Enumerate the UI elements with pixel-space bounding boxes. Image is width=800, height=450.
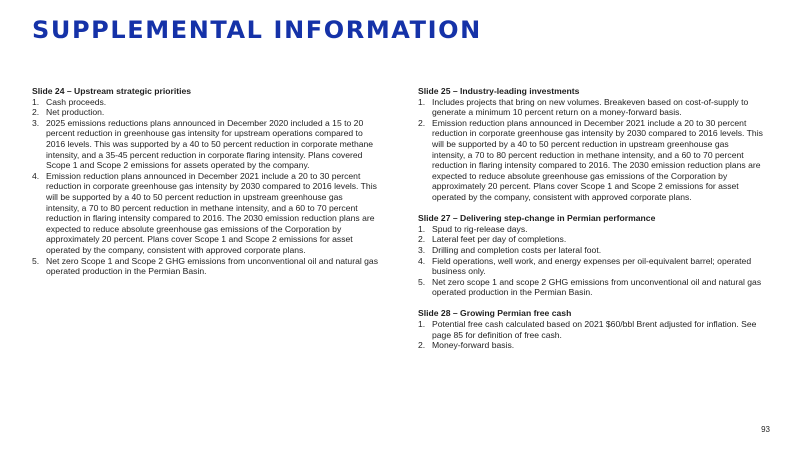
- numbered-list: [32, 97, 378, 277]
- section-heading: Slide 25 – Industry-leading investments: [418, 86, 580, 96]
- list-item-text: Lateral feet per day of completions.: [432, 234, 567, 245]
- list-item-number: 1.: [418, 223, 426, 234]
- list-item-number: 3.: [32, 117, 40, 128]
- list-item-text: 2025 emissions reductions plans announced in December 2020 included a 15 to 20 percent reduction in greenhouse gas intensity for upstream operations compared to 2016 levels. This was supported by a 40 to 50 percent reduction in corporate methane intensity, and a 35-45 percent reduction in corporate flaring intensity. Plans covered Scope 1 and Scope 2 emissions for assets operated by the company.: [46, 117, 374, 171]
- list-item-number: 2.: [418, 340, 426, 351]
- list-item-text: Net production.: [46, 107, 105, 118]
- right-column: [418, 86, 764, 361]
- notes-section: [418, 86, 764, 203]
- notes-section: [418, 213, 764, 298]
- numbered-list: [418, 224, 764, 298]
- list-item: [32, 118, 378, 171]
- list-item: [418, 245, 764, 256]
- section-heading: Slide 24 – Upstream strategic priorities: [32, 86, 192, 96]
- list-item-text: Net zero scope 1 and scope 2 GHG emissions from unconventional oil and natural gas operated production in the Permian Basin.: [432, 276, 762, 298]
- numbered-list: [418, 97, 764, 203]
- list-item: [32, 97, 378, 108]
- list-item-text: Drilling and completion costs per lateral foot.: [432, 244, 602, 255]
- page-number: 93: [761, 425, 770, 434]
- list-item-number: 1.: [418, 96, 426, 107]
- list-item-text: Field operations, well work, and energy expenses per oil-equivalent barrel; operated business only.: [432, 255, 752, 277]
- list-item-number: 5.: [418, 276, 426, 287]
- list-item-text: Cash proceeds.: [46, 96, 107, 107]
- list-item: [32, 107, 378, 118]
- list-item-text: Includes projects that bring on new volumes. Breakeven based on cost-of-supply to generate a minimum 10 percent return on a money-forward basis.: [432, 96, 749, 118]
- list-item: [418, 234, 764, 245]
- list-item-number: 4.: [418, 255, 426, 266]
- list-item-text: Potential free cash calculated based on 2021 $60/bbl Brent adjusted for inflation. See page 85 for definition of free cash.: [432, 319, 757, 340]
- section-heading: Slide 28 – Growing Permian free cash: [418, 308, 572, 319]
- list-item-number: 1.: [418, 319, 426, 330]
- list-item-number: 5.: [32, 255, 40, 266]
- list-item-number: 2.: [418, 234, 426, 245]
- list-item-text: Emission reduction plans announced in December 2021 include a 20 to 30 percent reduction in corporate greenhouse gas intensity by 2030 compared to 2016 levels. This will be supported by a 40 to 50 percent reduction in upstream greenhouse gas intensity, a 70 to 80 percent reduction in methane intensity, and a 60 to 70 percent reduction in flaring intensity compared to 2016. The 2030 emission reduction plans are expected to reduce absolute greenhouse gas emissions of the Corporation by approximately 20 percent. Plans cover Scope 1 and Scope 2 emissions for asset operated by the company, consistent with approved corporate plans.: [46, 170, 377, 255]
- list-item: [32, 256, 378, 277]
- list-item-number: 4.: [32, 170, 40, 181]
- notes-section: [418, 308, 764, 350]
- list-item-text: Spud to rig-release days.: [432, 223, 528, 234]
- list-item: [418, 256, 764, 277]
- numbered-list: [418, 319, 764, 351]
- list-item-text: Money-forward basis.: [432, 340, 515, 351]
- page-title: SUPPLEMENTAL INFORMATION: [32, 16, 482, 44]
- list-item: [418, 277, 764, 298]
- list-item: [418, 118, 764, 203]
- list-item: [418, 224, 764, 235]
- list-item: [418, 319, 764, 340]
- notes-section: [32, 86, 378, 277]
- list-item-text: Net zero Scope 1 and Scope 2 GHG emissions from unconventional oil and natural gas operated production in the Permian Basin.: [46, 255, 379, 277]
- list-item-number: 3.: [418, 244, 426, 255]
- list-item-number: 2.: [32, 107, 40, 118]
- section-heading: Slide 27 – Delivering step-change in Permian performance: [418, 213, 656, 224]
- list-item-text: Emission reduction plans announced in December 2021 include a 20 to 30 percent reduction in corporate greenhouse gas intensity by 2030 compared to 2016 levels. This will be supported by a 40 to 50 percent reduction in upstream greenhouse gas intensity, a 70 to 80 percent reduction in methane intensity, and a 60 to 70 percent reduction in flaring intensity compared to 2016. The 2030 emission reduction plans are expected to reduce absolute greenhouse gas emissions of the Corporation by approximately 20 percent. Plans cover Scope 1 and Scope 2 emissions for asset operated by the company, consistent with approved corporate plans.: [432, 117, 763, 202]
- list-item-number: 2.: [418, 117, 426, 128]
- list-item: [418, 97, 764, 118]
- list-item-number: 1.: [32, 96, 40, 107]
- left-column: [32, 86, 378, 287]
- list-item: [32, 171, 378, 256]
- list-item: [418, 340, 764, 351]
